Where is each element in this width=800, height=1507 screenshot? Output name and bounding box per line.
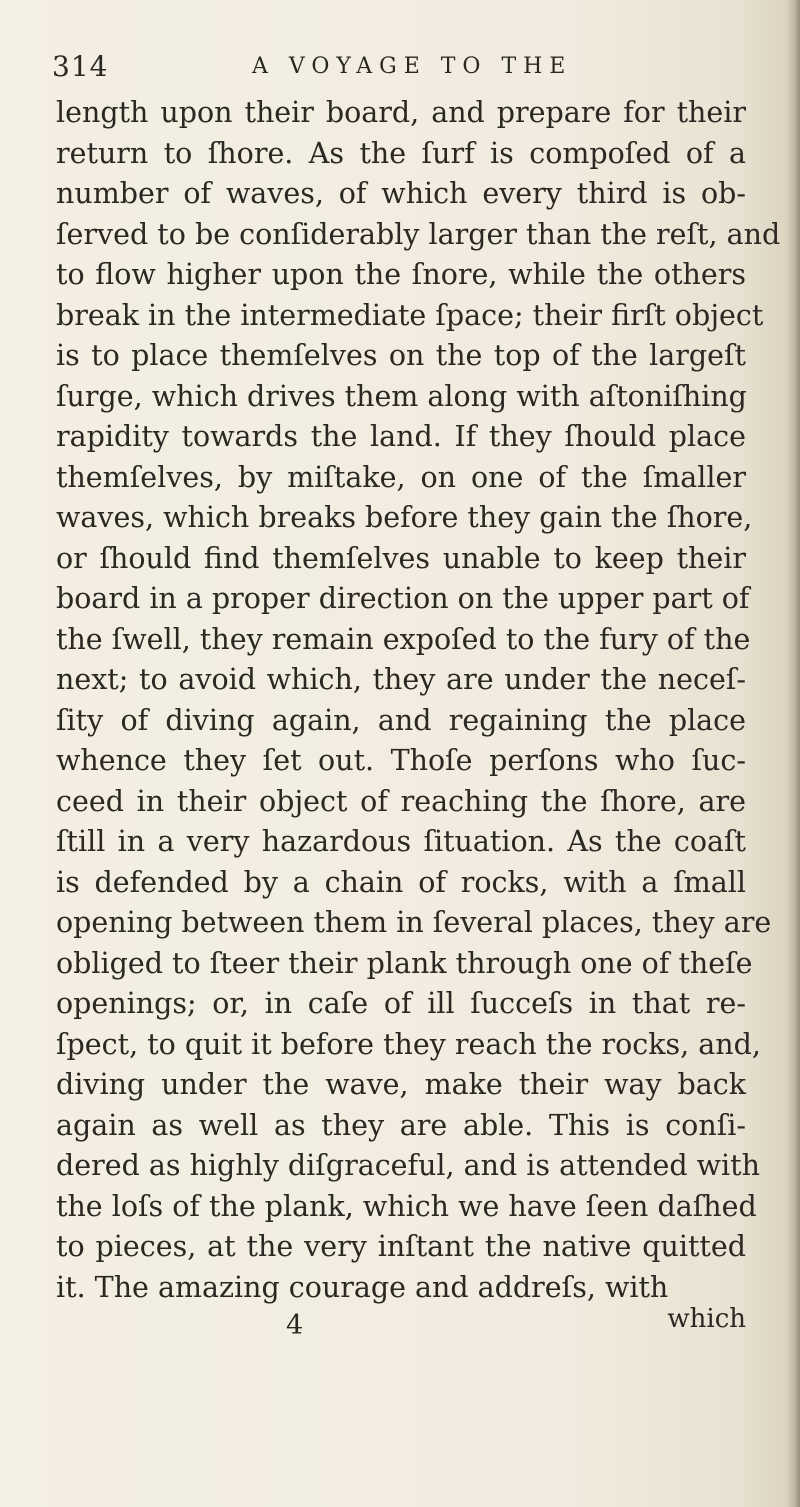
- text-line: break in the intermediate ſpace; their firſt object: [56, 298, 764, 332]
- text-line: openings; or, in caſe of ill ſucceſs in that re-: [56, 987, 746, 1020]
- text-line: opening between them in ſeveral places, they are: [56, 906, 772, 939]
- page-header: [52, 42, 742, 86]
- text-line: ſity of diving again, and regaining the place: [56, 703, 746, 737]
- text-line: ſpect, to quit it before they reach the rocks, and,: [56, 1027, 761, 1061]
- page-edge-shadow: [786, 0, 800, 1507]
- text-line: ſurge, which drives them along with aſtoniſhing: [56, 379, 747, 413]
- page-footer: [56, 1304, 746, 1354]
- text-line: diving under the wave, make their way back: [56, 1068, 746, 1101]
- text-line: whence they ſet out. Thoſe perſons who ſuc-: [56, 744, 746, 777]
- text-line: or ſhould find themſelves unable to keep their: [56, 541, 746, 575]
- text-line: return to ſhore. As the ſurf is compoſed of a: [56, 136, 746, 170]
- text-line: next; to avoid which, they are under the neceſ-: [56, 663, 746, 696]
- text-line: dered as highly diſgraceful, and is attended with: [56, 1149, 760, 1182]
- text-line: length upon their board, and prepare for their: [56, 96, 746, 129]
- text-line: ceed in their object of reaching the ſhore, are: [56, 784, 746, 818]
- text-line: is to place themſelves on the top of the largeſt: [56, 339, 746, 372]
- text-line: the ſwell, they remain expoſed to the fury of the: [56, 622, 751, 656]
- text-line: the loſs of the plank, which we have ſeen daſhed: [56, 1189, 757, 1223]
- text-line: board in a proper direction on the upper part of: [56, 582, 750, 615]
- text-line: obliged to ſteer their plank through one of theſe: [56, 946, 753, 980]
- text-line: again as well as they are able. This is conſi-: [56, 1108, 746, 1142]
- text-line: to pieces, at the very inſtant the native quitted: [56, 1230, 746, 1263]
- text-line: ſerved to be conſiderably larger than the reſt, and: [56, 217, 781, 251]
- signature-mark: 4: [286, 1310, 304, 1341]
- page-number: 314: [52, 50, 109, 83]
- text-line: themſelves, by miſtake, on one of the ſmaller: [56, 460, 746, 494]
- body-text: [56, 93, 781, 1308]
- catchword: which: [667, 1304, 746, 1334]
- running-head: A VOYAGE TO THE: [252, 54, 573, 79]
- text-line: rapidity towards the land. If they ſhould place: [56, 420, 746, 453]
- text-line: is defended by a chain of rocks, with a ſmall: [56, 865, 746, 899]
- text-line: number of waves, of which every third is ob-: [56, 177, 746, 210]
- text-line: waves, which breaks before they gain the ſhore,: [56, 501, 753, 534]
- text-line: to flow higher upon the ſnore, while the others: [56, 258, 746, 291]
- text-line: ſtill in a very hazardous ſituation. As the coaſt: [56, 825, 746, 858]
- text-line: it. The amazing courage and addreſs, with: [56, 1270, 669, 1304]
